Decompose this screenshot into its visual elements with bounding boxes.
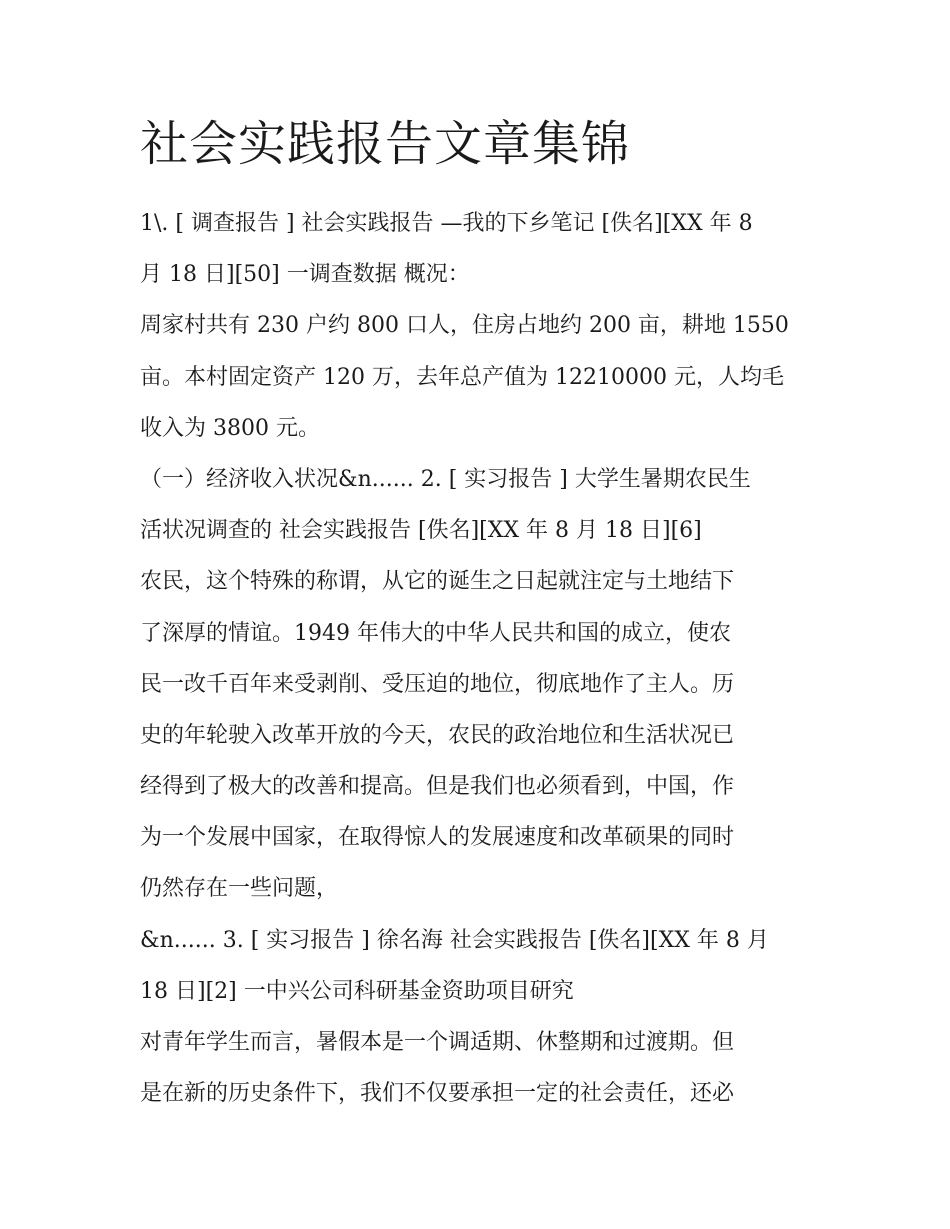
body-line: 经得到了极大的改善和提高。但是我们也必须看到，中国，作 (140, 774, 735, 800)
body-line: 民一改千百年来受剥削、受压迫的地位，彻底地作了主人。历 (140, 671, 735, 697)
document-body (140, 198, 820, 1119)
body-line: 月 18 日][50] 一调查数据 概况： (140, 262, 470, 288)
body-line: 是在新的历史条件下，我们不仅要承担一定的社会责任，还必 (140, 1081, 735, 1107)
body-line: 史的年轮驶入改革开放的今天，农民的政治地位和生活状况已 (140, 722, 735, 748)
body-line: 1\. [ 调查报告 ] 社会实践报告 —我的下乡笔记 [佚名][XX 年 8 (140, 211, 753, 236)
body-line: 仍然存在一些问题， (140, 876, 339, 902)
body-line: 收入为 3800 元。 (140, 415, 320, 441)
body-line: 活状况调查的 社会实践报告 [佚名][XX 年 8 月 18 日][6] (140, 518, 702, 544)
body-line: 农民，这个特殊的称谓，从它的诞生之日起就注定与土地结下 (140, 569, 735, 595)
body-line: &n...... 3. [ 实习报告 ] 徐名海 社会实践报告 [佚名][XX 年 8 月 (140, 927, 769, 953)
body-line: 了深厚的情谊。1949 年伟大的中华人民共和国的成立，使农 (140, 620, 731, 646)
body-line: 周家村共有 230 户约 800 口人，住房占地约 200 亩，耕地 1550 (140, 313, 789, 339)
body-line: 对青年学生而言，暑假本是一个调适期、休整期和过渡期。但 (140, 1030, 735, 1055)
body-line: （一）经济收入状况&n...... 2. [ 实习报告 ] 大学生暑期农民生 (140, 466, 751, 492)
body-line: 18 日][2] 一中兴公司科研基金资助项目研究 (140, 978, 574, 1004)
body-line: 为一个发展中国家，在取得惊人的发展速度和改革硕果的同时 (140, 825, 735, 851)
body-line: 亩。本村固定资产 120 万，去年总产值为 12210000 元，人均毛 (140, 364, 784, 390)
document-title: 社会实践报告文章集锦 (140, 116, 631, 172)
